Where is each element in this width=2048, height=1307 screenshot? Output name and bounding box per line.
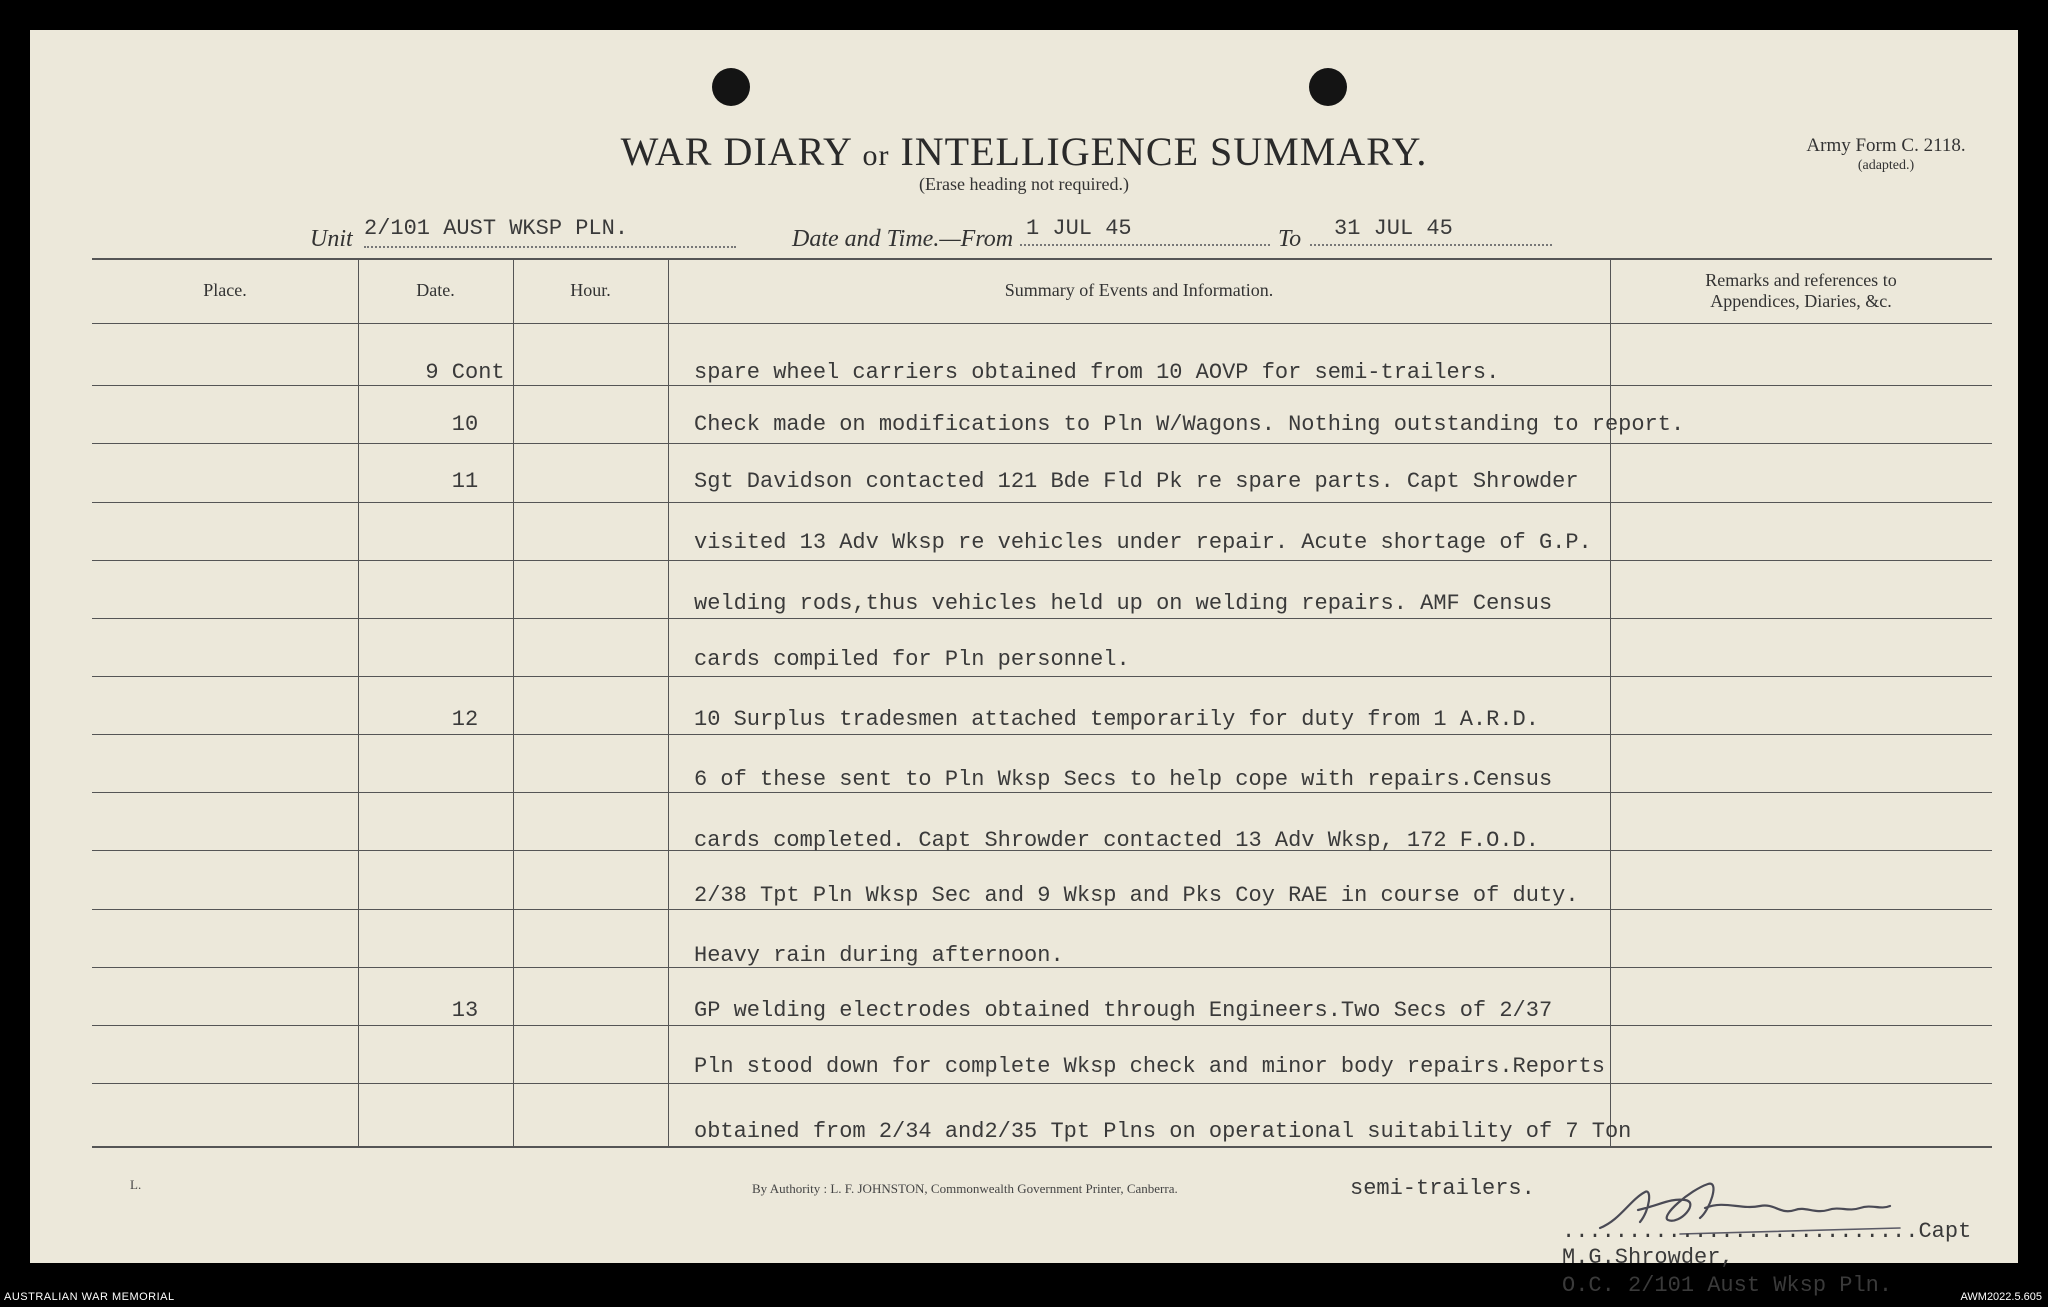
entry-date: 12 bbox=[451, 707, 479, 732]
entry-text: Check made on modifications to Pln W/Wagons. Nothing outstanding to report. bbox=[694, 412, 1685, 437]
unit-value: 2/101 AUST WKSP PLN. bbox=[364, 216, 736, 248]
form-subtitle: (Erase heading not required.) bbox=[919, 174, 1129, 194]
punch-hole-left bbox=[712, 68, 750, 106]
date-to-label: To bbox=[1278, 226, 1302, 252]
entry-text: obtained from 2/34 and2/35 Tpt Plns on operational suitability of 7 Ton bbox=[694, 1119, 1632, 1144]
entry-text: spare wheel carriers obtained from 10 AOVP for semi-trailers. bbox=[694, 360, 1500, 385]
entry-text: cards completed. Capt Shrowder contacted 13 Adv Wksp, 172 F.O.D. bbox=[694, 828, 1539, 853]
entry-text: 6 of these sent to Pln Wksp Secs to help cope with repairs.Census bbox=[694, 767, 1553, 792]
entry-text: cards compiled for Pln personnel. bbox=[694, 647, 1130, 672]
column-header-hour: Hour. bbox=[570, 280, 611, 300]
archive-reference: AWM2022.5.605 bbox=[1960, 1291, 2042, 1303]
signatory-unit: O.C. 2/101 Aust Wksp Pln. bbox=[1562, 1273, 1893, 1298]
signature-line: ...........................Capt bbox=[1562, 1219, 1972, 1244]
form-adapted-note: (adapted.) bbox=[1857, 158, 1915, 173]
entry-date: 10 bbox=[451, 412, 479, 437]
row-rule bbox=[92, 443, 1992, 444]
row-rule bbox=[92, 502, 1992, 503]
entry-date: 13 bbox=[451, 998, 479, 1023]
column-divider-place bbox=[358, 260, 359, 1146]
column-header-remarks: Remarks and references to Appendices, Diaries, &c. bbox=[1705, 270, 1897, 311]
entry-text: visited 13 Adv Wksp re vehicles under repair. Acute shortage of G.P. bbox=[694, 530, 1592, 555]
entry-text: welding rods,thus vehicles held up on welding repairs. AMF Census bbox=[694, 591, 1553, 616]
row-rule bbox=[92, 792, 1992, 793]
signatory-name: M.G.Shrowder, bbox=[1562, 1245, 1734, 1270]
entry-text: 2/38 Tpt Pln Wksp Sec and 9 Wksp and Pks Coy RAE in course of duty. bbox=[694, 883, 1579, 908]
entry-date: 11 bbox=[451, 469, 479, 494]
entry-continuation: semi-trailers. bbox=[1350, 1176, 1535, 1201]
entry-text: Pln stood down for complete Wksp check and minor body repairs.Reports bbox=[694, 1054, 1605, 1079]
row-rule bbox=[92, 1083, 1992, 1084]
archive-credit: AUSTRALIAN WAR MEMORIAL bbox=[4, 1291, 175, 1303]
unit-label: Unit bbox=[310, 226, 353, 252]
row-rule bbox=[92, 1025, 1992, 1026]
table-top-rule bbox=[92, 258, 1992, 260]
entry-text: Heavy rain during afternoon. bbox=[694, 943, 1064, 968]
entry-date: 9 Cont bbox=[425, 360, 505, 385]
entry-text: GP welding electrodes obtained through Engineers.Two Secs of 2/37 bbox=[694, 998, 1553, 1023]
row-rule bbox=[92, 560, 1992, 561]
form-title: WAR DIARY or INTELLIGENCE SUMMARY. bbox=[620, 129, 1428, 174]
footer-mark: L. bbox=[130, 1177, 142, 1192]
table-header-rule bbox=[92, 323, 1992, 324]
column-header-summary: Summary of Events and Information. bbox=[1004, 280, 1274, 300]
entry-text: 10 Surplus tradesmen attached temporarily for duty from 1 A.R.D. bbox=[694, 707, 1539, 732]
row-rule bbox=[92, 618, 1992, 619]
column-header-date: Date. bbox=[416, 280, 455, 300]
table-bottom-rule bbox=[92, 1146, 1992, 1148]
punch-hole-right bbox=[1309, 68, 1347, 106]
date-from-label: Date and Time.—From bbox=[792, 226, 1014, 252]
row-rule bbox=[92, 385, 1992, 386]
row-rule bbox=[92, 909, 1992, 910]
row-rule bbox=[92, 676, 1992, 677]
column-header-place: Place. bbox=[203, 280, 247, 300]
row-rule bbox=[92, 734, 1992, 735]
army-form-number: Army Form C. 2118. (adapted.) bbox=[1766, 136, 2006, 176]
column-divider-hour bbox=[668, 260, 669, 1146]
date-from-value: 1 JUL 45 bbox=[1020, 216, 1270, 246]
entry-text: Sgt Davidson contacted 121 Bde Fld Pk re spare parts. Capt Shrowder bbox=[694, 469, 1579, 494]
printer-authority: By Authority : L. F. JOHNSTON, Commonwealth Government Printer, Canberra. bbox=[752, 1181, 1178, 1196]
date-to-value: 31 JUL 45 bbox=[1310, 216, 1552, 246]
diary-page bbox=[30, 30, 2018, 1298]
